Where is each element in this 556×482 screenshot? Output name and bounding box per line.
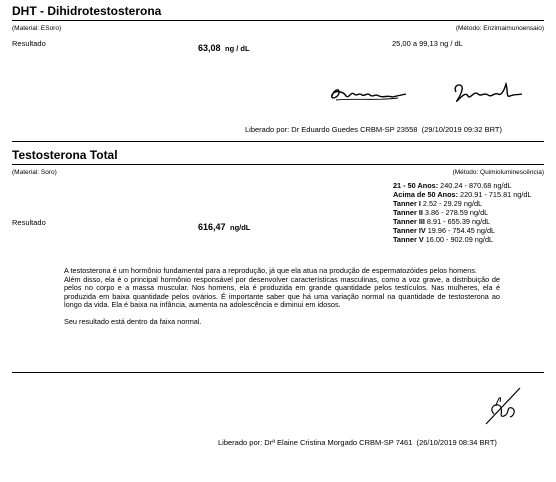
testosterone-released [218,438,497,447]
dht-method: (Método: Enzimaimunoensaio) [455,25,544,32]
testosterone-method: (Método: Quimioluminescência) [452,169,544,176]
dht-result-value: 63,08 [198,43,221,53]
dht-material: (Material: ESoro) [12,25,62,32]
testosterone-result-unit: ng/dL [229,223,251,232]
reference-item: 21 - 50 Anos: 240.24 - 870.68 ng/dL [393,181,512,190]
dht-section-rule [12,141,544,142]
testosterone-result [198,217,250,235]
dht-title: DHT - Dihidrotestosterona [12,4,162,18]
result-interpretation: Seu resultado está dentro da faixa normal. [64,316,202,326]
dht-signature-right [448,78,528,110]
dht-result-label: Resultado [12,39,46,48]
dht-released-at: (29/10/2019 09:32 BRT) [421,125,502,134]
testosterone-released-at: (26/10/2019 08:34 BRT) [416,438,497,447]
reference-item: Tanner II 3.86 - 278.59 ng/dL [393,208,489,217]
testosterone-result-value: 616,47 [198,222,226,232]
testosterone-released-by: Liberado por: Drª Elaine Cristina Morgado CRBM-SP 7461 [218,438,413,447]
dht-released [245,125,502,134]
testosterone-title-rule [12,164,544,165]
dht-title-rule [12,20,544,21]
testosterone-signature [476,384,526,428]
dht-signature-left [326,80,416,106]
reference-item: Tanner I 2.52 - 29.29 ng/dL [393,199,483,208]
testosterone-title: Testosterona Total [12,148,118,162]
testosterone-section-rule [12,372,544,373]
testosterone-description [64,267,500,327]
dht-result-unit: ng / dL [224,44,250,53]
testosterone-reference-list [393,181,543,244]
dht-result [198,38,250,56]
description-paragraph: A testosterona é um hormônio fundamental para a reprodução, já que ela atua na produção de espermatozóides pelos homens. [64,266,477,275]
reference-item: Tanner V 16.00 - 902.09 ng/dL [393,235,494,244]
testosterone-material: (Material: Soro) [12,169,57,176]
description-paragraph: Além disso, ela é o principal hormônio responsável por desenvolver características masculinas, como a voz grave, a distribuição de pelos no corpo e a massa muscular. Nos homens, ela é produzida em grande quantidade pelos testículos. Nas mulheres, ela é produzida em baixa quantidade pelos ovários. É importante saber que há uma variação normal na quantidade de testosterona ao longo da vida. Ela é baixa na infância, aumenta na adolescência e diminui em idosos. [64,274,500,310]
testosterone-result-label: Resultado [12,218,46,227]
dht-reference: 25,00 a 99,13 ng / dL [392,39,463,48]
reference-item: Tanner III 8.91 - 655.39 ng/dL [393,217,491,226]
reference-item: Tanner IV 19.96 - 754.45 ng/dL [393,226,496,235]
reference-item: Acima de 50 Anos: 220.91 - 715.81 ng/dL [393,190,532,199]
dht-released-by: Liberado por: Dr Eduardo Guedes CRBM-SP 23558 [245,125,418,134]
